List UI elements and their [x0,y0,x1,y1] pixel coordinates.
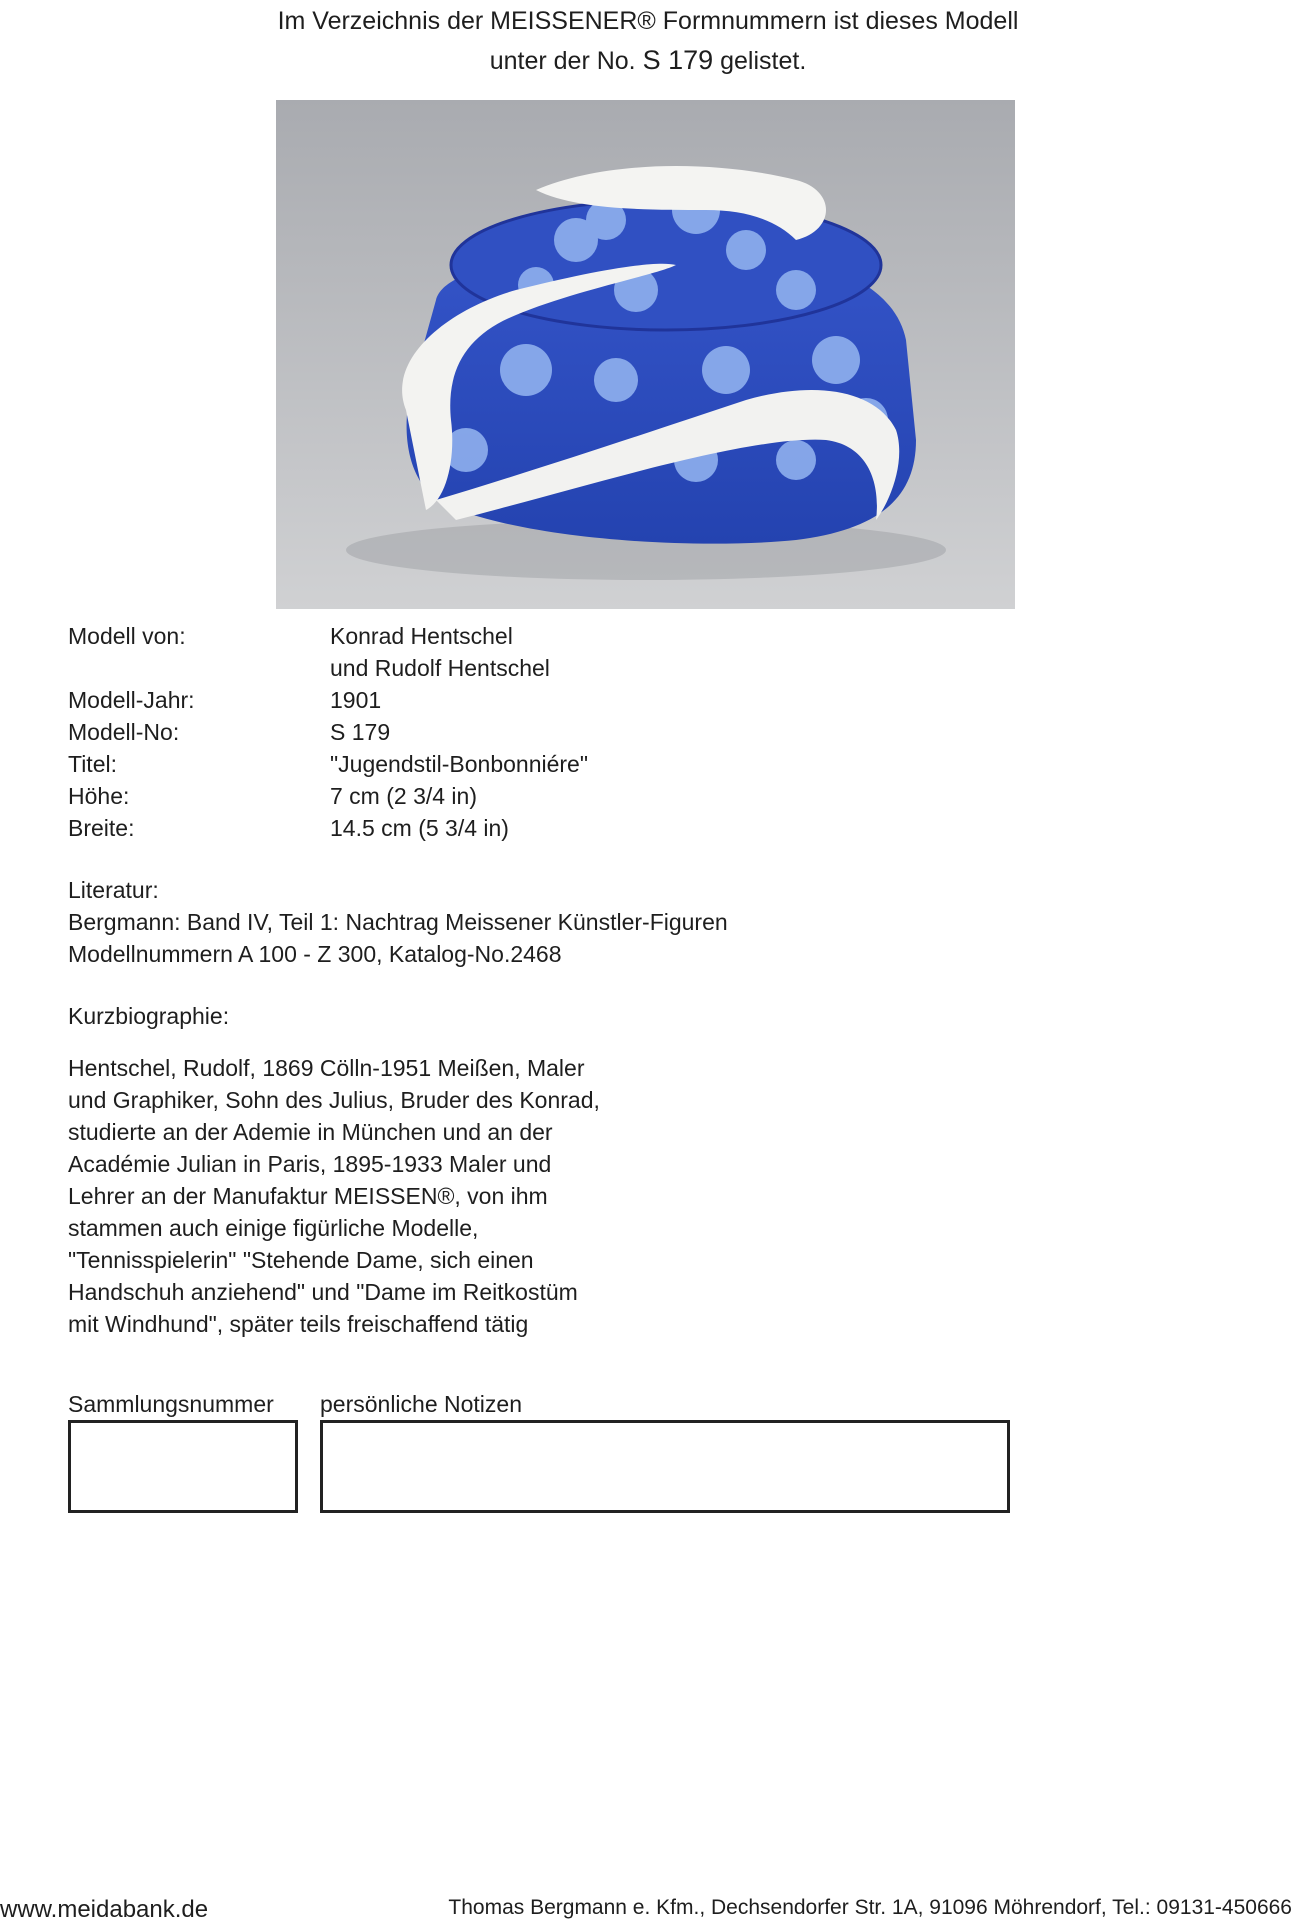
biography-line: Handschuh anziehend" und "Dame im Reitkostüm [68,1279,578,1305]
detail-label: Modell-Jahr: [68,687,195,713]
biography-line: "Tennisspielerin" "Stehende Dame, sich einen [68,1247,534,1273]
biography-text [68,1052,600,1340]
detail-label: Modell von: [68,623,186,649]
detail-value: 7 cm (2 3/4 in) [330,783,477,809]
contact-info: Thomas Bergmann e. Kfm., Dechsendorfer Str. 1A, 91096 Möhrendorf, Tel.: 09131-450666 [448,1896,1292,1919]
header-prefix: unter der No. [489,47,636,75]
biography-title [68,1000,229,1032]
biography-line: Académie Julian in Paris, 1895-1933 Maler und [68,1151,552,1177]
header-line-2 [0,41,1296,81]
collection-number-field[interactable] [68,1420,298,1513]
page-header [0,2,1296,81]
header-line-1: Im Verzeichnis der MEISSENER® Formnummern ist dieses Modell [277,7,1019,35]
notes-field[interactable] [320,1420,1010,1513]
notes-label: persönliche Notizen [320,1391,523,1417]
literature-line: Bergmann: Band IV, Teil 1: Nachtrag Meissener Künstler-Figuren [68,909,728,935]
detail-value: Konrad Hentschel [330,623,513,649]
literature-section [68,874,728,970]
biography-line: stammen auch einige figürliche Modelle, [68,1215,479,1241]
detail-label: Modell-No: [68,719,180,745]
biography-title-text: Kurzbiographie: [68,1003,230,1029]
biography-line: studierte an der Ademie in München und an der [68,1119,553,1145]
detail-value: "Jugendstil-Bonbonniére" [330,751,588,777]
product-photo [276,100,1015,609]
detail-value: 14.5 cm (5 3/4 in) [330,815,509,841]
header-suffix: gelistet. [720,47,807,75]
bonbonniere-illustration [276,100,1015,609]
detail-label: Titel: [68,751,117,777]
website-link[interactable]: www.meidabank.de [0,1896,209,1923]
biography-line: Hentschel, Rudolf, 1869 Cölln-1951 Meißen, Maler [68,1055,585,1081]
biography-line: mit Windhund", später teils freischaffend tätig [68,1311,529,1337]
biography-line: Lehrer an der Manufaktur MEISSEN®, von ihm [68,1183,548,1209]
detail-label: Höhe: [68,783,130,809]
header-model-number: S 179 [642,45,714,75]
collection-number-label: Sammlungsnummer [68,1391,274,1417]
detail-value: S 179 [330,719,391,745]
literature-line: Modellnummern A 100 - Z 300, Katalog-No.2468 [68,941,562,967]
detail-label: Breite: [68,815,135,841]
biography-line: und Graphiker, Sohn des Julius, Bruder des Konrad, [68,1087,600,1113]
detail-value: 1901 [330,687,382,713]
literature-title: Literatur: [68,877,159,903]
detail-value: und Rudolf Hentschel [330,655,550,681]
